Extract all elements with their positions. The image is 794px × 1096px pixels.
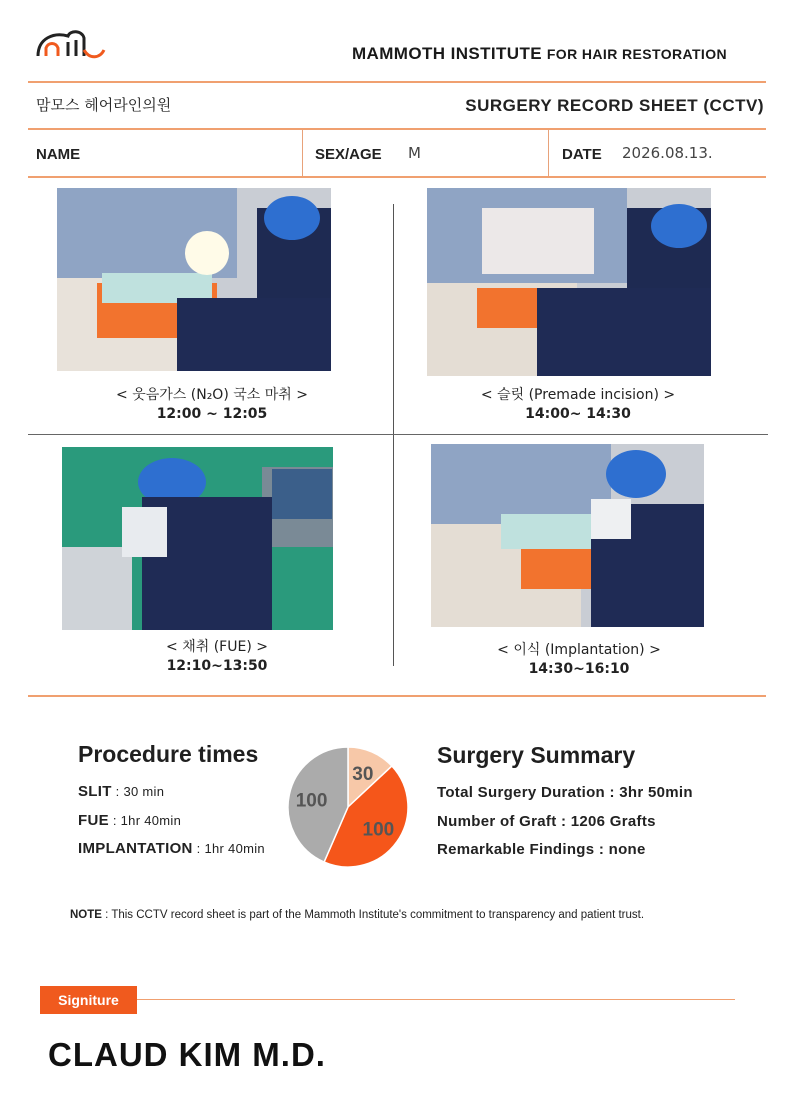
summary-title: Surgery Summary <box>437 742 636 768</box>
photo-caption-title: < 이식 (Implantation) > <box>497 642 661 658</box>
note-text: : This CCTV record sheet is part of the Mammoth Institute's commitment to transparency and patient trust. <box>101 909 645 921</box>
photo-caption <box>423 386 733 424</box>
sexage-label: SEX/AGE <box>315 146 382 163</box>
procedure-row-slit <box>78 783 164 800</box>
photo-caption-time: 14:30~16:10 <box>528 661 630 677</box>
photo-caption-title: < 채취 (FUE) > <box>166 639 268 655</box>
photo-caption <box>57 386 367 424</box>
photos-rule <box>28 695 766 697</box>
photo-caption-time: 12:00 ~ 12:05 <box>156 406 268 422</box>
date-label: DATE <box>562 146 602 163</box>
surgery-photo-anesthesia <box>57 188 331 371</box>
header-rule <box>28 81 766 83</box>
procedure-label: FUE <box>78 812 109 829</box>
field-divider <box>302 130 303 176</box>
summary-duration: Total Surgery Duration : 3hr 50min <box>437 784 693 801</box>
note <box>70 909 644 921</box>
institute-name: MAMMOTH INSTITUTE FOR HAIR RESTORATION <box>352 44 728 63</box>
pie-label-fue: 100 <box>362 819 395 841</box>
surgery-photo-implantation <box>431 444 704 627</box>
clinic-name: 맘모스 헤어라인의원 <box>36 96 172 114</box>
summary-findings: Remarkable Findings : none <box>437 841 646 858</box>
procedure-title: Procedure times <box>78 741 259 767</box>
summary-grafts: Number of Graft : 1206 Grafts <box>437 813 656 830</box>
photo-caption-title: < 웃음가스 (N₂O) 국소 마취 > <box>116 387 308 403</box>
grid-vertical-divider <box>393 204 394 666</box>
photo-caption-title: < 슬릿 (Premade incision) > <box>480 387 676 403</box>
photo-caption <box>62 638 372 676</box>
signature-line <box>137 999 735 1000</box>
doctor-name: CLAUD KIM M.D. <box>48 1036 326 1073</box>
field-divider <box>548 130 549 176</box>
surgery-photo-slit <box>427 188 711 376</box>
procedure-label: IMPLANTATION <box>78 840 193 857</box>
procedure-value: : 1hr 40min <box>192 841 265 856</box>
surgery-photo-fue <box>62 447 333 630</box>
pie-label-slit: 30 <box>352 763 374 785</box>
photo-caption-time: 12:10~13:50 <box>166 658 268 674</box>
procedure-row-implantation <box>78 840 265 857</box>
name-label: NAME <box>36 146 81 163</box>
mammoth-logo <box>36 26 108 66</box>
fields-rule <box>28 176 766 178</box>
procedure-label: SLIT <box>78 783 112 800</box>
pie-label-implantation: 100 <box>295 790 328 812</box>
procedure-row-fue <box>78 812 181 829</box>
photo-caption-time: 14:00~ 14:30 <box>525 406 631 422</box>
grid-horizontal-divider <box>28 434 768 435</box>
procedure-value: : 1hr 40min <box>108 813 182 828</box>
sexage-value: M <box>408 144 421 162</box>
signature-badge: Signiture <box>40 986 137 1014</box>
procedure-value: : 30 min <box>111 784 165 799</box>
date-value: 2026.08.13. <box>622 144 713 162</box>
title-rule <box>28 128 766 130</box>
sheet-title: SURGERY RECORD SHEET (CCTV) <box>465 96 764 115</box>
photo-caption <box>424 641 734 679</box>
note-label: NOTE <box>70 909 102 921</box>
procedure-pie-chart <box>286 745 410 869</box>
